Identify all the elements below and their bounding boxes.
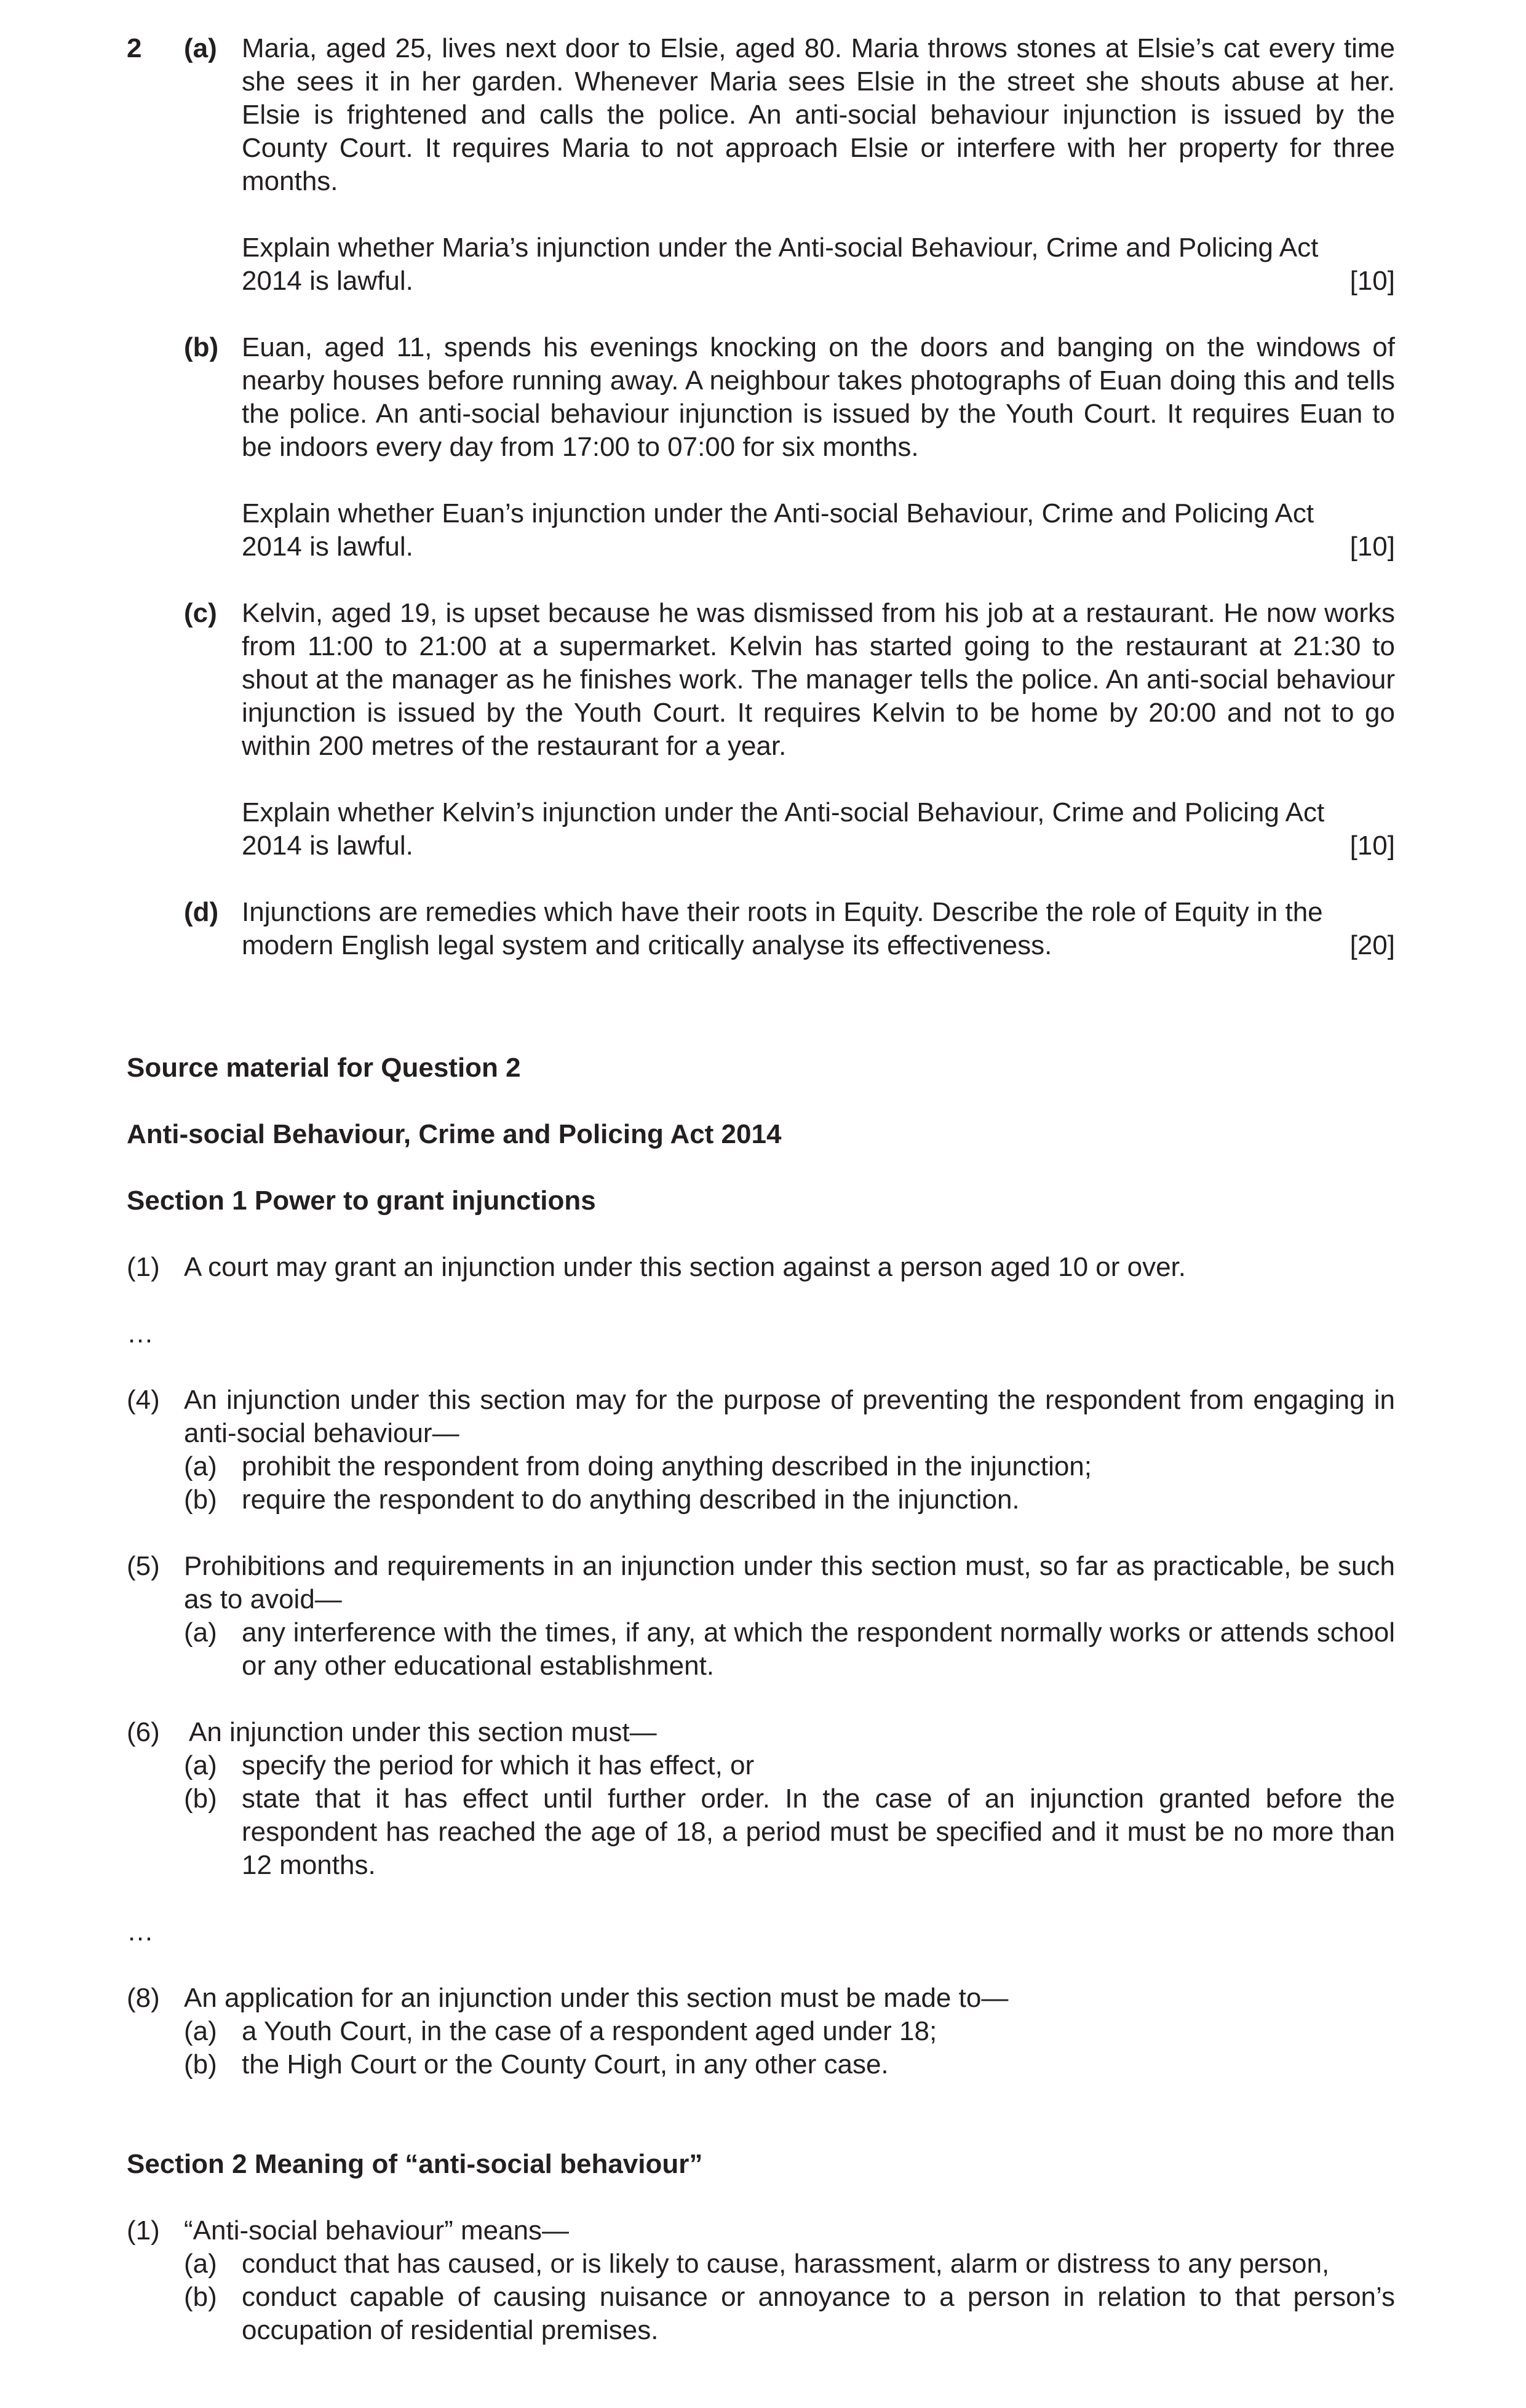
part-c-task-line2: 2014 is lawful. bbox=[242, 831, 413, 861]
item-text: conduct capable of causing nuisance or annoyance to a person in relation to that person’s occupation of residential premises. bbox=[242, 2282, 1395, 2345]
subsection-number: (1) bbox=[127, 2215, 160, 2246]
list-item bbox=[127, 2281, 1395, 2347]
item-text: any interference with the times, if any, at which the respondent normally works or attends school or any other educational establishment. bbox=[242, 1617, 1395, 1681]
subsection-number: (6) bbox=[127, 1717, 160, 1747]
source-heading: Source material for Question 2 bbox=[127, 1053, 521, 1083]
section1-subsection-1 bbox=[127, 1251, 1395, 1284]
subsection-text: An application for an injunction under this section must be made to— bbox=[184, 1983, 1009, 2013]
part-d-line1: Injunctions are remedies which have their roots in Equity. Describe the role of Equity in the bbox=[242, 897, 1323, 927]
question-part-a bbox=[127, 32, 1395, 298]
section1-heading: Section 1 Power to grant injunctions bbox=[127, 1186, 596, 1216]
part-a-marks: [10] bbox=[1349, 266, 1395, 296]
part-a-task-line1: Explain whether Maria’s injunction under the Anti-social Behaviour, Crime and Policing Act bbox=[242, 233, 1319, 263]
subsection-number: (5) bbox=[127, 1551, 160, 1581]
part-label-c: (c) bbox=[184, 598, 217, 628]
list-item bbox=[127, 2048, 1395, 2081]
subsection-text: An injunction under this section must— bbox=[189, 1717, 657, 1747]
section1-subsection-4 bbox=[127, 1384, 1395, 1517]
subsection-text: A court may grant an injunction under this section against a person aged 10 or over. bbox=[184, 1252, 1186, 1282]
question-part-d bbox=[127, 896, 1395, 962]
subsection-number: (8) bbox=[127, 1983, 160, 2013]
part-label-a: (a) bbox=[184, 33, 217, 63]
part-c-task-line1: Explain whether Kelvin’s injunction under the Anti-social Behaviour, Crime and Policing Act bbox=[242, 797, 1325, 827]
item-label: (b) bbox=[184, 2282, 217, 2312]
item-label: (a) bbox=[184, 2249, 217, 2279]
item-label: (a) bbox=[184, 1750, 217, 1780]
subsection-text: An injunction under this section may for the purpose of preventing the respondent from engaging in anti-social behaviour— bbox=[184, 1385, 1395, 1448]
list-item bbox=[127, 1616, 1395, 1683]
list-item bbox=[127, 1749, 1395, 1782]
exam-page bbox=[127, 32, 1395, 2347]
part-d-line2: modern English legal system and critically analyse its effectiveness. bbox=[242, 930, 1052, 960]
item-label: (b) bbox=[184, 1485, 217, 1515]
part-label-b: (b) bbox=[184, 332, 219, 362]
item-text: prohibit the respondent from doing anything described in the injunction; bbox=[242, 1451, 1092, 1481]
list-item bbox=[127, 1483, 1395, 1517]
list-item bbox=[127, 1782, 1395, 1882]
part-a-task-line2: 2014 is lawful. bbox=[242, 266, 413, 296]
part-d-marks: [20] bbox=[1349, 930, 1395, 960]
act-title: Anti-social Behaviour, Crime and Policing Act 2014 bbox=[127, 1119, 782, 1149]
item-text: require the respondent to do anything described in the injunction. bbox=[242, 1485, 1020, 1515]
item-text: state that it has effect until further order. In the case of an injunction granted before the respondent has reached the age of 18, a period must be specified and it must be no more than 12 months. bbox=[242, 1784, 1395, 1880]
section2-subsection-1 bbox=[127, 2214, 1395, 2347]
ellipsis: … bbox=[127, 1318, 154, 1349]
subsection-number: (4) bbox=[127, 1385, 160, 1415]
part-c-scenario: Kelvin, aged 19, is upset because he was dismissed from his job at a restaurant. He now works from 11:00 to 21:00 at a supermarket. Kelvin has started going to the restaurant at 21:30 to shout at the manager as he finishes work. The manager tells the police. An anti-social behaviour injunction is issued by the Youth Court. It requires Kelvin to be home by 20:00 and not to go within 200 metres of the restaurant for a year. bbox=[242, 598, 1395, 761]
part-label-d: (d) bbox=[184, 897, 219, 927]
part-b-marks: [10] bbox=[1349, 532, 1395, 562]
list-item bbox=[127, 1450, 1395, 1483]
item-label: (a) bbox=[184, 1451, 217, 1481]
subsection-number: (1) bbox=[127, 1252, 160, 1282]
subsection-text: “Anti-social behaviour” means— bbox=[184, 2215, 570, 2246]
ellipsis: … bbox=[127, 1916, 154, 1947]
item-text: the High Court or the County Court, in any other case. bbox=[242, 2049, 889, 2079]
item-text: a Youth Court, in the case of a respondent aged under 18; bbox=[242, 2016, 937, 2046]
part-b-task-line2: 2014 is lawful. bbox=[242, 532, 413, 562]
part-a-scenario: Maria, aged 25, lives next door to Elsie, aged 80. Maria throws stones at Elsie’s cat every time she sees it in her garden. Whenever Maria sees Elsie in the street she shouts abuse at her. Elsie is frightened and calls the police. An anti-social behaviour injunction is issued by the County Court. It requires Maria to not approach Elsie or interfere with her property for three months. bbox=[242, 33, 1395, 196]
subsection-text: Prohibitions and requirements in an injunction under this section must, so far as practicable, be such as to avoid— bbox=[184, 1551, 1395, 1614]
item-text: specify the period for which it has effect, or bbox=[242, 1750, 755, 1780]
section1-subsection-6 bbox=[127, 1716, 1395, 1882]
list-item bbox=[127, 2247, 1395, 2281]
question-part-b bbox=[127, 331, 1395, 564]
item-label: (b) bbox=[184, 1784, 217, 1814]
part-c-marks: [10] bbox=[1349, 831, 1395, 861]
list-item bbox=[127, 2015, 1395, 2048]
section2-heading: Section 2 Meaning of “anti-social behaviour” bbox=[127, 2149, 703, 2179]
section1-subsection-5 bbox=[127, 1550, 1395, 1683]
section1-subsection-8 bbox=[127, 1982, 1395, 2081]
part-b-scenario: Euan, aged 11, spends his evenings knocking on the doors and banging on the windows of nearby houses before running away. A neighbour takes photographs of Euan doing this and tells the police. An anti-social behaviour injunction is issued by the Youth Court. It requires Euan to be indoors every day from 17:00 to 07:00 for six months. bbox=[242, 332, 1395, 462]
question-number: 2 bbox=[127, 33, 142, 63]
item-label: (b) bbox=[184, 2049, 217, 2079]
question-part-c bbox=[127, 597, 1395, 863]
item-text: conduct that has caused, or is likely to cause, harassment, alarm or distress to any person, bbox=[242, 2249, 1330, 2279]
part-b-task-line1: Explain whether Euan’s injunction under the Anti-social Behaviour, Crime and Policing Act bbox=[242, 498, 1314, 528]
item-label: (a) bbox=[184, 1617, 217, 1648]
item-label: (a) bbox=[184, 2016, 217, 2046]
